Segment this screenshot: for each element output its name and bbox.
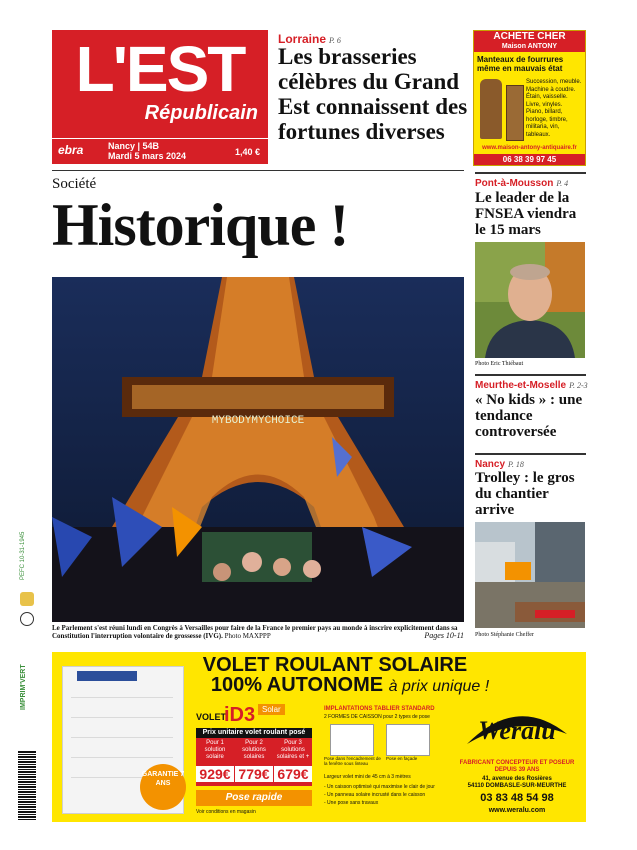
model-name: iD3 (224, 704, 256, 726)
shutter-slat (71, 737, 173, 738)
weralu-phone[interactable]: 03 83 48 54 98 (480, 792, 554, 804)
solar-panel (77, 671, 137, 681)
main-headline[interactable]: Historique ! (52, 192, 349, 258)
portrait-photo[interactable] (475, 242, 585, 358)
right-story-3-kicker (475, 459, 524, 470)
right-story-2-kicker (475, 380, 588, 391)
triman-icon (20, 612, 34, 626)
weralu-address (452, 776, 582, 790)
lead-photo-eiffel-tower[interactable] (52, 277, 464, 622)
ad-bullet: - Un caisson optimisé qui maximise le clair de jour (324, 784, 435, 790)
ad-antiquaire-items (526, 79, 584, 139)
price-value: 679€ (274, 766, 312, 782)
shutter-slat (71, 697, 173, 698)
ad-headline-2 (170, 674, 530, 697)
top-story-headline[interactable]: Les brasseries célèbres du Grand Est connaissent des fortunes diverses (278, 44, 468, 144)
right-story-1-page: P. 4 (556, 179, 569, 188)
divider (475, 374, 586, 376)
tramway-works-photo[interactable] (475, 522, 585, 628)
recycle-icon (20, 592, 34, 606)
ad-bullet: - Un panneau solaire incrusté dans le caisson (324, 792, 426, 798)
cabinet-image (506, 85, 524, 141)
impl-caption-1: Pose dans l'encadrement de la fenêtre sous linteau (324, 756, 381, 766)
ad-headline-2-main: 100% AUTONOME (210, 674, 384, 696)
pefc-label (20, 520, 36, 580)
pefc-text: PEFC 10-31-1945 (20, 531, 26, 580)
price-value: 779€ (235, 766, 273, 782)
price-label: Pour 2 solutions solaires (242, 740, 266, 760)
shutter-slat (71, 717, 173, 718)
fur-coat-image (480, 79, 502, 139)
impl-sub: 2 FORMES DE CAISSON pour 2 types de pose (324, 714, 430, 720)
right-story-2-region: Meurthe-et-Moselle (475, 380, 567, 391)
ad-item: Étain, vaisselle. (526, 94, 568, 100)
portrait-credit: Photo Eric Thiébaut (475, 361, 524, 367)
price-header: Prix unitaire volet roulant posé (196, 728, 312, 738)
ad-item: militaria, vin, tableaux. (526, 124, 560, 138)
logo-title: L'EST (75, 33, 245, 105)
price-label: Pour 1 solution solaire (204, 740, 226, 760)
impl-header: IMPLANTATIONS TABLIER STANDARD (324, 706, 435, 712)
ad-bullet: - Une pose sans travaux (324, 800, 379, 806)
ad-item: Machine à coudre. (526, 86, 576, 93)
tramway-credit: Photo Stéphanie Cheffer (475, 632, 534, 638)
edition-info (108, 141, 186, 161)
photo-caption (52, 624, 464, 640)
barcode (18, 750, 36, 820)
top-story-region: Lorraine (278, 32, 327, 46)
divider (52, 170, 464, 171)
top-story-page: P. 6 (329, 36, 341, 45)
right-story-2-page: P. 2-3 (569, 381, 588, 390)
ad-headline-1: VOLET ROULANT SOLAIRE (202, 654, 468, 676)
divider (475, 172, 586, 174)
section-label: Société (52, 176, 97, 192)
caption-text: Le Parlement s'est réuni lundi en Congrès à Versailles pour faire de la France le premier pays au monde à inscrire explicitement dans sa Constitution l'interruption volontaire de grossesse (IVG). (52, 624, 458, 640)
weralu-website[interactable]: www.weralu.com (488, 807, 546, 814)
ad-antiquaire-company: Maison ANTONY (501, 43, 558, 50)
price-value: 929€ (196, 766, 234, 782)
ad-antiquaire-phone[interactable]: 06 38 39 97 45 (474, 154, 585, 165)
volet-label: VOLET (196, 712, 227, 722)
ad-antiquaire[interactable] (473, 30, 586, 166)
price-table (196, 728, 312, 786)
right-story-3-page: P. 18 (508, 460, 524, 469)
ad-antiquaire-subhead: Manteaux de fourrures même en mauvais état (477, 55, 564, 73)
impl-image-1 (330, 724, 374, 756)
caption-credit: Photo MAXPPP (224, 632, 271, 640)
impl-caption-2: Pose en façade (386, 756, 418, 761)
impl-note: Largeur volet mini de 45 cm à 3 mètres (324, 774, 411, 780)
imprim-vert-text: IMPRIM'VERT (20, 664, 27, 710)
conditions: Voir conditions en magasin (196, 809, 256, 815)
weralu-address-line: 54110 DOMBASLE-SUR-MEURTHE (467, 783, 567, 789)
caption-pages: Pages 10-11 (424, 631, 464, 640)
issue-price: 1,40 € (234, 147, 260, 157)
right-story-1-kicker (475, 178, 568, 189)
right-story-3-headline[interactable]: Trolley : le gros du chantier arrive (475, 470, 575, 518)
right-story-1-headline[interactable]: Le leader de la FNSEA viendra le 15 mars (475, 190, 577, 238)
masthead[interactable] (52, 30, 268, 164)
shutter-slat (71, 757, 173, 758)
pose-rapide-badge: Pose rapide (196, 790, 312, 806)
ad-item: Succession, meuble. (526, 79, 582, 85)
right-story-2-headline[interactable]: « No kids » : une tendance controversée (475, 392, 583, 440)
ad-headline-2-tail: à prix unique ! (388, 678, 490, 695)
solar-tag: Solar (258, 704, 285, 715)
logo-subtitle: Républicain (144, 102, 258, 124)
weralu-tagline: FABRICANT CONCEPTEUR ET POSEUR DEPUIS 39 ANS (459, 760, 575, 773)
ad-antiquaire-headline: ACHÈTE CHER (493, 31, 566, 42)
ad-weralu[interactable] (52, 652, 586, 822)
ad-antiquaire-url[interactable]: www.maison-antony-antiquaire.fr (482, 145, 577, 151)
impl-image-2 (386, 724, 430, 756)
guarantee-badge: GARANTIE 7 ANS (140, 764, 186, 810)
divider (475, 453, 586, 455)
ebra-logo: ebra (58, 143, 84, 157)
weralu-address-line: 41, avenue des Rosières (482, 776, 552, 782)
issue-date: Mardi 5 mars 2024 (108, 151, 187, 161)
ad-antiquaire-header (474, 31, 585, 52)
ad-item: Piano, billard, (526, 109, 563, 115)
ad-item: horloge, timbre, (526, 116, 568, 123)
masthead-info-bar (52, 138, 268, 165)
imprim-vert-label (20, 650, 36, 710)
right-story-1-region: Pont-à-Mousson (475, 178, 554, 189)
ad-item: Livre, vinyles. (526, 101, 563, 108)
right-story-3-region: Nancy (475, 459, 506, 470)
photo-light-banner: MYBODYMYCHOICE (211, 415, 305, 427)
edition-label: Nancy | 54B (108, 141, 160, 151)
weralu-brand: Weralu (478, 716, 556, 745)
price-label: Pour 3 solutions solaires et + (276, 740, 310, 760)
